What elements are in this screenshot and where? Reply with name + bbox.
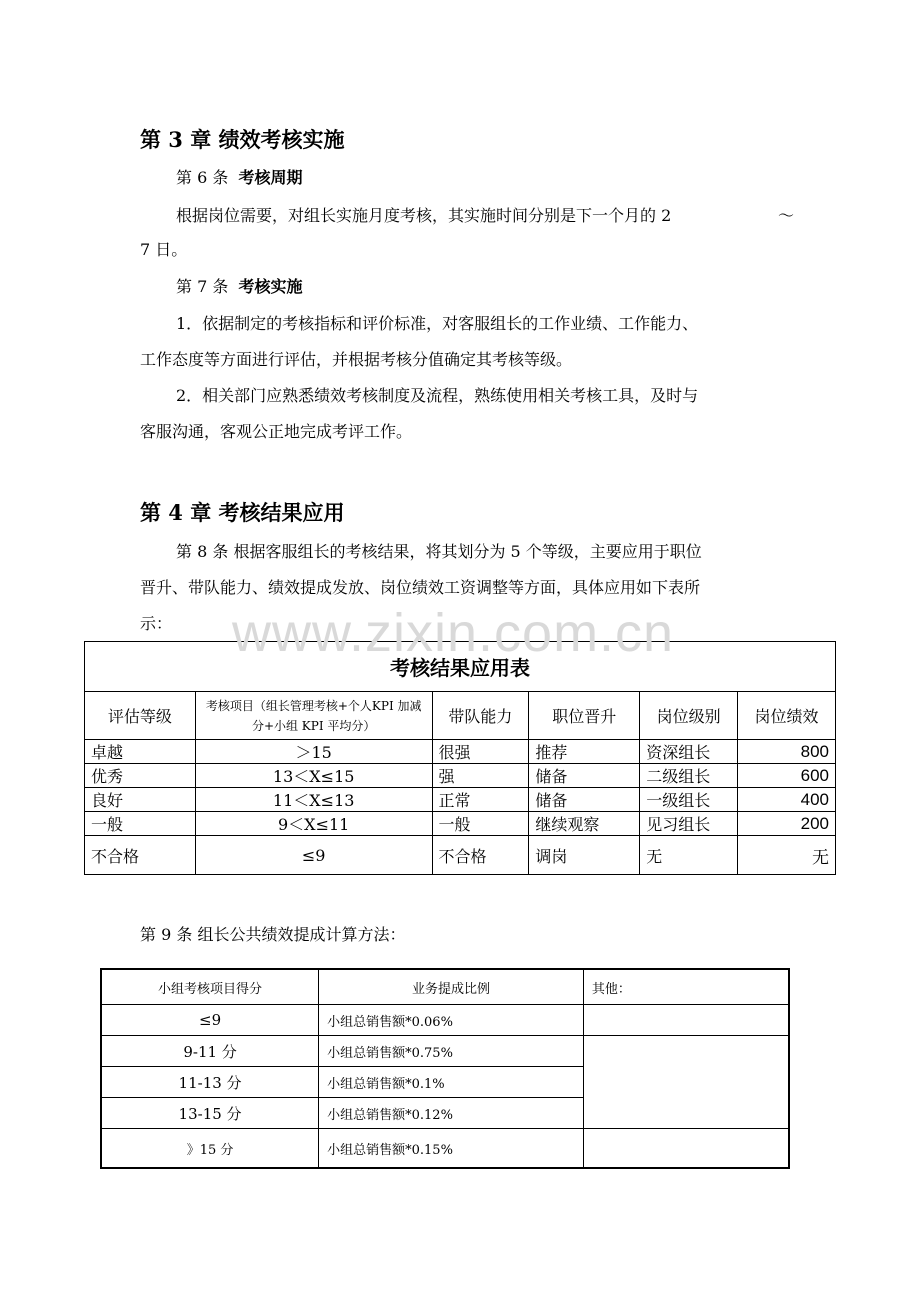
article-8-line1: 第 8 条 根据客服组长的考核结果，将其划分为 5 个等级，主要应用于职位 [176, 542, 702, 561]
column-header: 评估等级 [85, 692, 196, 740]
table-cell [583, 1005, 789, 1036]
table-cell: 储备 [529, 764, 640, 788]
chapter-3-heading: 第 3 章 绩效考核实施 [140, 127, 345, 152]
table-cell: 良好 [85, 788, 196, 812]
table-cell: 储备 [529, 788, 640, 812]
table-cell: 一般 [432, 812, 529, 836]
table-cell: 很强 [432, 740, 529, 764]
column-header: 岗位级别 [640, 692, 738, 740]
table-cell: 11-13 分 [101, 1067, 319, 1098]
table-cell: 》15 分 [101, 1129, 319, 1169]
article-9-text: 第 9 条 组长公共绩效提成计算方法： [140, 925, 406, 944]
table-cell: 11＜X≤13 [195, 788, 432, 812]
table-cell: 无 [738, 836, 836, 875]
table-row [101, 1129, 789, 1169]
table-cell: 一般 [85, 812, 196, 836]
article-8-line3: 示： [140, 614, 173, 633]
table-cell: 小组总销售额*0.15% [319, 1129, 584, 1169]
table-cell: 13＜X≤15 [195, 764, 432, 788]
table-cell: ≤9 [101, 1005, 319, 1036]
chapter-4-heading: 第 4 章 考核结果应用 [140, 500, 345, 525]
article-7-label: 第 7 条 [176, 277, 229, 296]
table-cell: 优秀 [85, 764, 196, 788]
table-cell: 400 [738, 788, 836, 812]
table-cell: 无 [640, 836, 738, 875]
column-header: 岗位绩效 [738, 692, 836, 740]
table-cell: 800 [738, 740, 836, 764]
table-cell: 见习组长 [640, 812, 738, 836]
article-7-item2-line2: 客服沟通，客观公正地完成考评工作。 [140, 422, 413, 441]
table-title: 考核结果应用表 [85, 642, 836, 692]
table-cell: 资深组长 [640, 740, 738, 764]
table-cell: 200 [738, 812, 836, 836]
table-row [85, 740, 836, 764]
article-7-item1-line1: 1．依据制定的考核指标和评价标准，对客服组长的工作业绩、工作能力、 [176, 314, 699, 333]
table-cell: 不合格 [432, 836, 529, 875]
table-cell: 13-15 分 [101, 1098, 319, 1129]
table-row [85, 812, 836, 836]
column-header: 其他： [583, 969, 789, 1005]
table-cell: 小组总销售额*0.12% [319, 1098, 584, 1129]
assessment-result-table [84, 641, 836, 875]
table-cell: 强 [432, 764, 529, 788]
article-6-label: 第 6 条 [176, 168, 229, 187]
article-7-title: 考核实施 [238, 277, 303, 296]
table-cell: 二级组长 [640, 764, 738, 788]
table-cell: 一级组长 [640, 788, 738, 812]
table-cell [583, 1036, 789, 1129]
table-cell: 不合格 [85, 836, 196, 875]
table-row [85, 764, 836, 788]
article-8-line2: 晋升、带队能力、绩效提成发放、岗位绩效工资调整等方面，具体应用如下表所 [140, 578, 701, 597]
table-cell: ＞15 [195, 740, 432, 764]
column-header: 带队能力 [432, 692, 529, 740]
article-7-heading [176, 277, 303, 297]
table-row [101, 1005, 789, 1036]
table-cell: 9-11 分 [101, 1036, 319, 1067]
article-7-item2-line1: 2．相关部门应熟悉绩效考核制度及流程，熟练使用相关考核工具，及时与 [176, 386, 699, 405]
table-cell: 卓越 [85, 740, 196, 764]
table-cell: 小组总销售额*0.06% [319, 1005, 584, 1036]
column-header: 职位晋升 [529, 692, 640, 740]
commission-table [100, 968, 790, 1169]
watermark: www.zixin.com.cn [232, 603, 675, 663]
column-header: 小组考核项目得分 [101, 969, 319, 1005]
table-row [85, 836, 836, 875]
article-6-tilde: ～ [778, 206, 795, 225]
table-cell [583, 1129, 789, 1169]
table-cell: ≤9 [195, 836, 432, 875]
table-cell: 小组总销售额*0.75% [319, 1036, 584, 1067]
table-cell: 继续观察 [529, 812, 640, 836]
column-header: 考核项目（组长管理考核+个人KPI 加减分+小组 KPI 平均分） [195, 692, 432, 740]
table-cell: 600 [738, 764, 836, 788]
table-cell: 推荐 [529, 740, 640, 764]
article-6-title: 考核周期 [238, 168, 303, 187]
article-7-item1-line2: 工作态度等方面进行评估，并根据考核分值确定其考核等级。 [140, 350, 573, 369]
table-cell: 小组总销售额*0.1% [319, 1067, 584, 1098]
table-cell: 正常 [432, 788, 529, 812]
column-header: 业务提成比例 [319, 969, 584, 1005]
table-cell: 9＜X≤11 [195, 812, 432, 836]
table-cell: 调岗 [529, 836, 640, 875]
article-6-text-line1: 根据岗位需要，对组长实施月度考核，其实施时间分别是下一个月的 2 [176, 206, 672, 225]
table-row [85, 788, 836, 812]
table-row [101, 1036, 789, 1067]
article-6-heading [176, 168, 303, 188]
article-6-text-line2: 7 日。 [140, 240, 188, 259]
